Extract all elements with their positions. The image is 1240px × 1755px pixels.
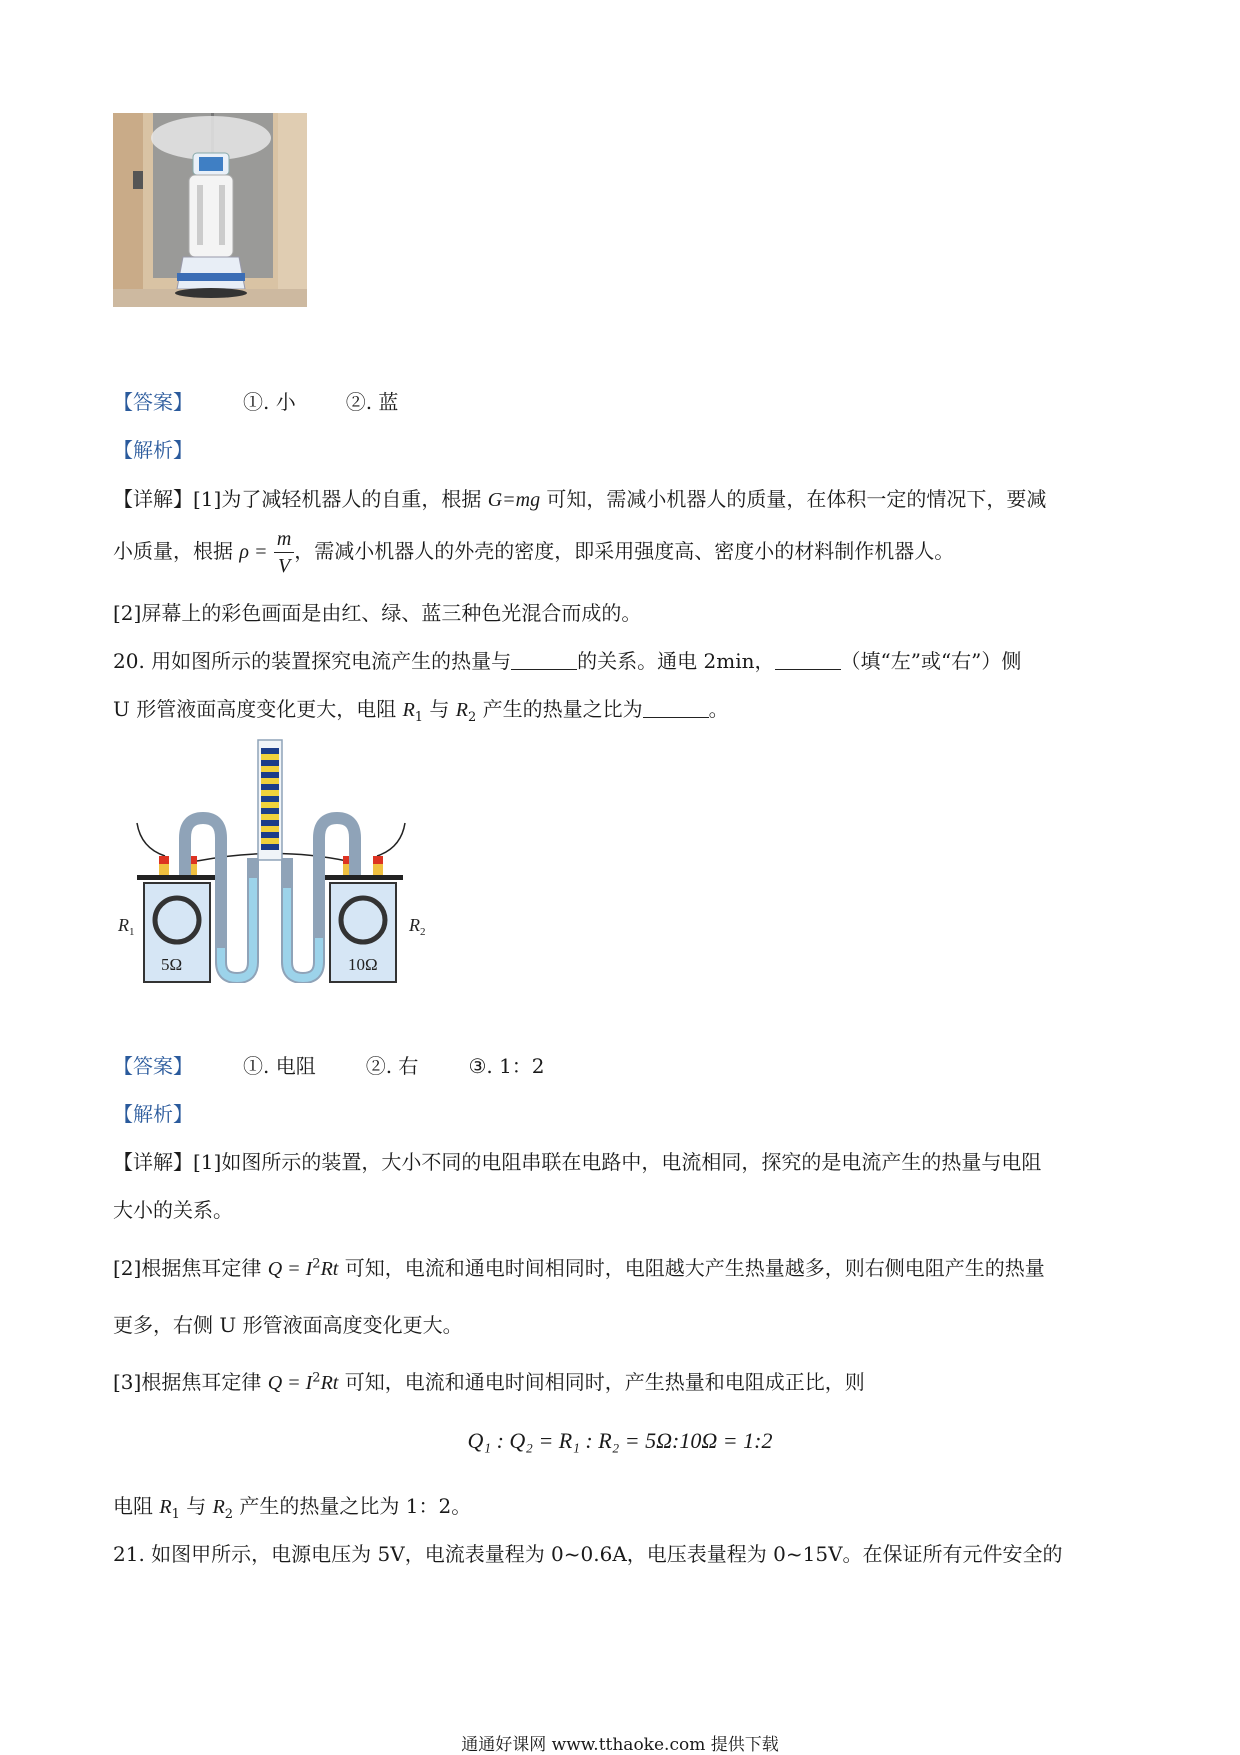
detail-text: [1]为了减轻机器人的自重，根据 <box>193 487 488 511</box>
stem-text: （填“左”或“右”）侧 <box>840 649 1022 673</box>
joule-apparatus-figure <box>115 738 435 983</box>
answer-item-2: ②. 蓝 <box>345 390 399 414</box>
detail-text: 可知，需减小机器人的质量，在体积一定的情况下，要减 <box>540 487 1047 511</box>
r1-symbol: R <box>159 1496 172 1518</box>
r1-label: $R_1$ <box>118 915 135 938</box>
stem-text: U 形管液面高度变化更大，电阻 <box>113 697 403 721</box>
q20-detail-line-4: 更多，右侧 U 形管液面高度变化更大。 <box>113 1313 463 1337</box>
q20-detail-line-2: 大小的关系。 <box>113 1198 233 1222</box>
analysis-tag: 【解析】 <box>113 438 193 462</box>
wire-left <box>137 823 165 856</box>
detail-text: 可知，电流和通电时间相同时，产生热量和电阻成正比，则 <box>338 1370 865 1394</box>
detail-text: [3]根据焦耳定律 <box>113 1370 268 1394</box>
detail-text: 小质量，根据 <box>113 539 240 563</box>
joule-formula-end: Rt <box>320 1258 339 1280</box>
joule-formula: Q = I <box>267 1372 313 1394</box>
blank-1 <box>511 649 577 670</box>
detail-tag: 【详解】 <box>113 487 193 511</box>
robot-photo <box>113 113 307 307</box>
q20-detail-line-1 <box>113 1146 1041 1175</box>
stem-text: 与 <box>423 697 456 721</box>
left-lid <box>137 875 217 880</box>
analysis-tag: 【解析】 <box>113 1102 193 1126</box>
fraction-denominator: V <box>277 555 291 577</box>
r1-subscript: 1 <box>171 1507 180 1522</box>
stem-text: 20. 用如图所示的装置探究电流产生的热量与 <box>113 649 512 673</box>
r1-subscript: 1 <box>414 710 424 725</box>
q20-stem-line-2 <box>113 693 729 725</box>
terminal <box>159 864 169 875</box>
r2-symbol: R <box>455 699 469 721</box>
ratio-equation: Q₁ : Q₂ = R₁ : R₂ = 5Ω:10Ω = 1:2 <box>467 1428 773 1453</box>
formula: G=mg <box>487 489 541 511</box>
q20-answer-line <box>113 1050 545 1079</box>
q20-stem-line-1 <box>113 645 1021 674</box>
blank-3 <box>643 697 709 718</box>
q21-stem-line-1: 21. 如图甲所示，电源电压为 5V，电流表量程为 0~0.6A，电压表量程为 0~15V。在保证所有元件安全的 <box>113 1542 1063 1566</box>
blank-2 <box>775 649 841 670</box>
stem-text: 的关系。通电 2min， <box>577 649 775 673</box>
terminal <box>159 856 169 864</box>
ruler-stripes <box>261 748 279 850</box>
q20-detail-line-6 <box>113 1490 471 1522</box>
joule-formula-end: Rt <box>320 1372 339 1394</box>
detail-text: ，需减小机器人的外壳的密度，即采用强度高、密度小的材料制作机器人。 <box>294 539 955 563</box>
r2-label: $R_2$ <box>409 915 426 938</box>
r2-symbol: R <box>212 1496 225 1518</box>
q19-answer-line <box>113 386 398 415</box>
answer-item-1: ①. 小 <box>243 390 296 414</box>
r1-symbol: R <box>402 699 415 721</box>
q19-detail-line-3: [2]屏幕上的彩色画面是由红、绿、蓝三种色光混合而成的。 <box>113 601 642 625</box>
right-lid <box>323 875 403 880</box>
answer-item-1: ①. 电阻 <box>243 1054 316 1078</box>
answer-tag: 【答案】 <box>113 1054 193 1078</box>
rho-symbol: ρ = <box>239 541 268 563</box>
detail-text: 与 <box>179 1494 213 1518</box>
wire-right <box>377 823 405 856</box>
terminal <box>373 856 383 864</box>
stem-text: 。 <box>708 697 729 721</box>
r2-subscript: 2 <box>468 710 477 725</box>
joule-exponent: 2 <box>312 1256 321 1272</box>
detail-text: 产生的热量之比为 1：2。 <box>233 1494 472 1518</box>
joule-formula: Q = I <box>267 1258 313 1280</box>
answer-tag: 【答案】 <box>113 390 193 414</box>
stem-text: 产生的热量之比为 <box>476 697 643 721</box>
detail-text: 可知，电流和通电时间相同时，电阻越大产生热量越多，则右侧电阻产生的热量 <box>338 1256 1045 1280</box>
q20-analysis-tag <box>113 1098 193 1127</box>
q20-detail-line-5 <box>113 1366 865 1395</box>
terminal <box>373 864 383 875</box>
answer-item-2: ②. 右 <box>365 1054 419 1078</box>
detail-text: [1]如图所示的装置，大小不同的电阻串联在电路中，电流相同，探究的是电流产生的热量与电阻 <box>193 1150 1042 1174</box>
page-footer: 通通好课网 www.tthaoke.com 提供下载 <box>461 1735 779 1755</box>
q19-analysis-tag <box>113 434 193 463</box>
answer-item-3: ③. 1：2 <box>468 1054 545 1078</box>
r2-subscript: 2 <box>224 1507 234 1522</box>
detail-text: 电阻 <box>113 1494 160 1518</box>
fraction-numerator: m <box>274 526 294 553</box>
joule-exponent: 2 <box>312 1370 321 1386</box>
density-fraction <box>274 526 294 579</box>
left-resistor-value: 5Ω <box>161 955 183 974</box>
right-resistor-value: 10Ω <box>348 955 378 974</box>
q19-detail-line-1 <box>113 483 1046 512</box>
detail-text: [2]根据焦耳定律 <box>113 1256 268 1280</box>
q19-detail-line-2 <box>113 526 954 579</box>
q20-detail-line-3 <box>113 1252 1045 1281</box>
detail-tag: 【详解】 <box>113 1150 193 1174</box>
